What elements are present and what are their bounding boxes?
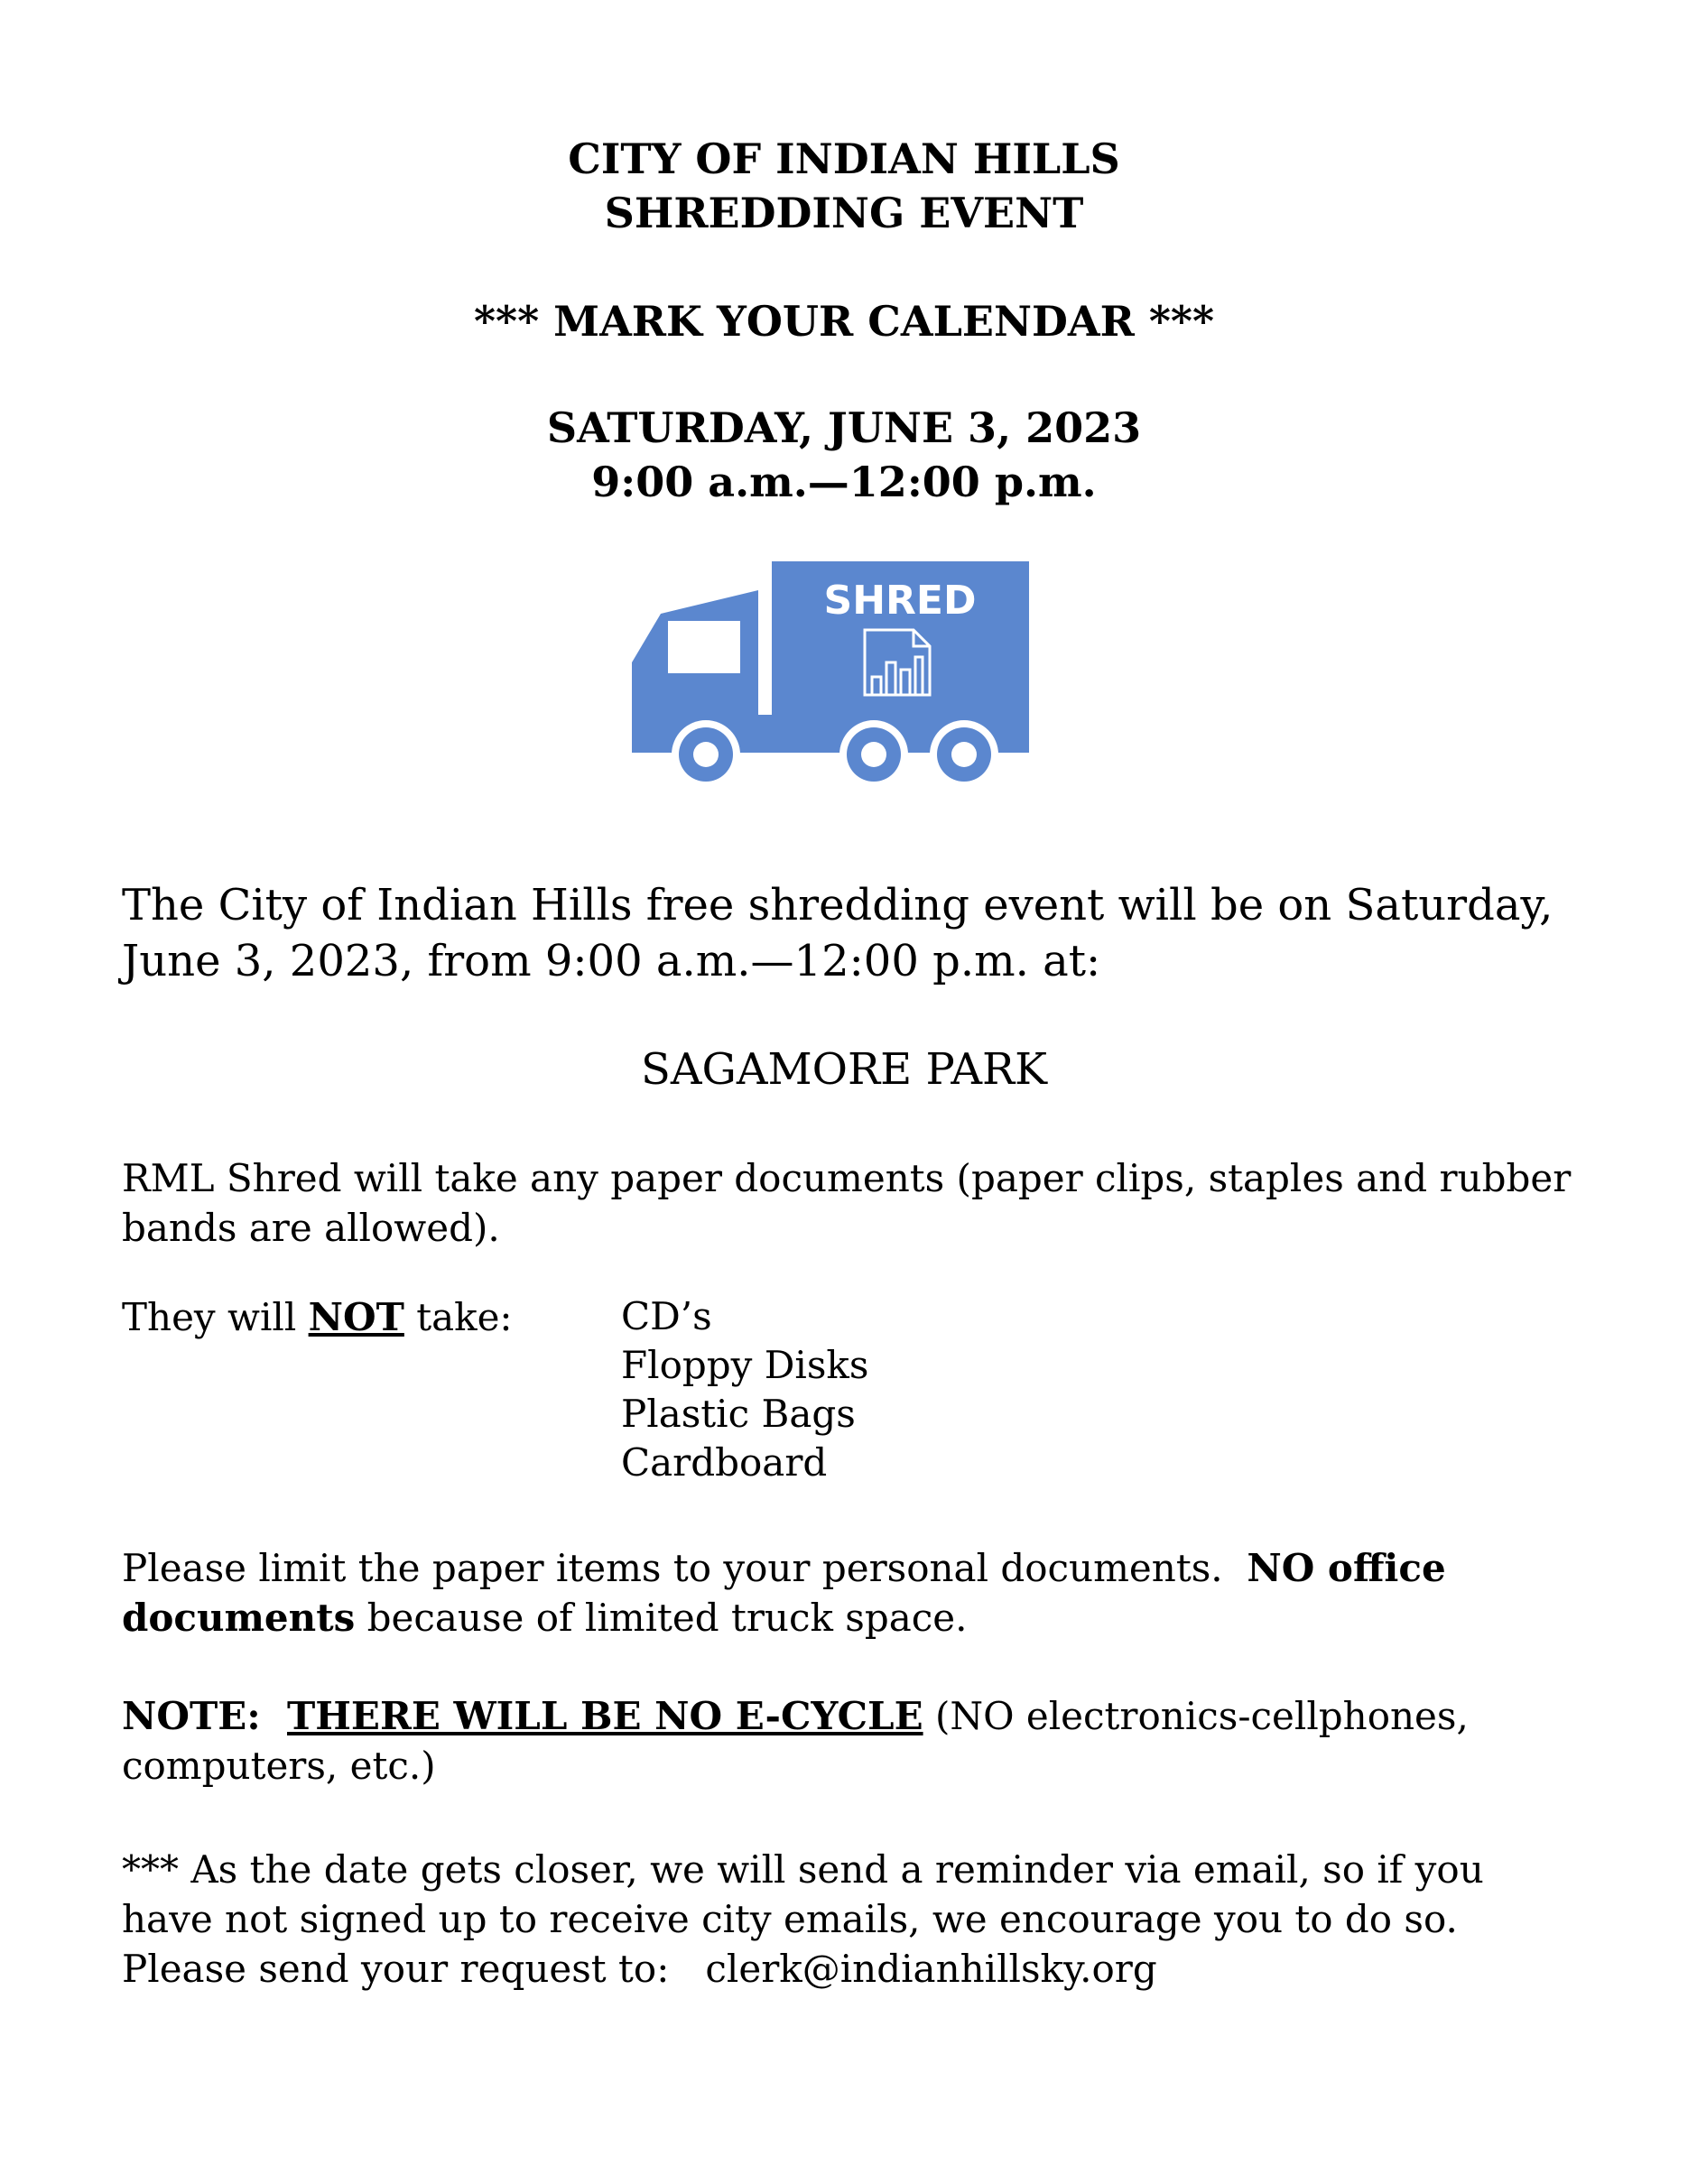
no-ecycle-emphasis: THERE WILL BE NO E-CYCLE — [287, 1694, 923, 1738]
truck-label: SHRED — [823, 578, 977, 624]
list-item: Plastic Bags — [621, 1392, 856, 1436]
intro-paragraph: The City of Indian Hills free shredding event will be on Saturday, June 3, 2023, from 9:00 a.m.—12:00 p.m. at: — [122, 880, 1554, 986]
reminder-paragraph — [122, 1845, 1584, 1994]
note-tail: (NO electronics-cellphones, computers, etc.) — [122, 1694, 1469, 1788]
list-item: CD’s — [621, 1294, 712, 1338]
note-label: NOTE: — [122, 1694, 287, 1738]
not-accepted-list — [621, 1292, 868, 1487]
event-date: SATURDAY, JUNE 3, 2023 — [546, 403, 1142, 452]
event-time: 9:00 a.m.—12:00 p.m. — [591, 458, 1097, 506]
accepted-items-paragraph: RML Shred will take any paper documents (paper clips, staples and rubber bands are allowed). — [122, 1156, 1572, 1250]
event-title — [0, 132, 1688, 240]
not-emphasis: NOT — [308, 1295, 404, 1339]
no-office-documents: NO office documents — [122, 1546, 1446, 1640]
not-accepted-label-prefix: They will — [122, 1295, 309, 1339]
limit-text: Please limit the paper items to your personal documents. — [122, 1546, 1247, 1590]
contact-email: clerk@indianhillsky.org — [705, 1947, 1157, 1991]
event-location: SAGAMORE PARK — [640, 1044, 1048, 1095]
list-item: Floppy Disks — [621, 1343, 869, 1387]
event-date-block — [0, 401, 1688, 509]
not-accepted-label-suffix: take: — [403, 1295, 513, 1339]
shred-truck-icon — [632, 561, 1029, 798]
list-item: Cardboard — [621, 1440, 828, 1485]
limit-paragraph — [122, 1543, 1584, 1643]
title-line-event: SHREDDING EVENT — [604, 189, 1084, 237]
title-line-city: CITY OF INDIAN HILLS — [568, 134, 1120, 183]
note-paragraph — [122, 1691, 1584, 1791]
mark-calendar-heading: *** MARK YOUR CALENDAR *** — [473, 297, 1215, 346]
not-accepted-label — [122, 1292, 513, 1342]
limit-tail: because of limited truck space. — [355, 1596, 968, 1640]
reminder-text: *** As the date gets closer, we will send a reminder via email, so if you have not signed up to receive city emails, we encourage you to do so. Please send your request to: — [122, 1847, 1484, 1991]
